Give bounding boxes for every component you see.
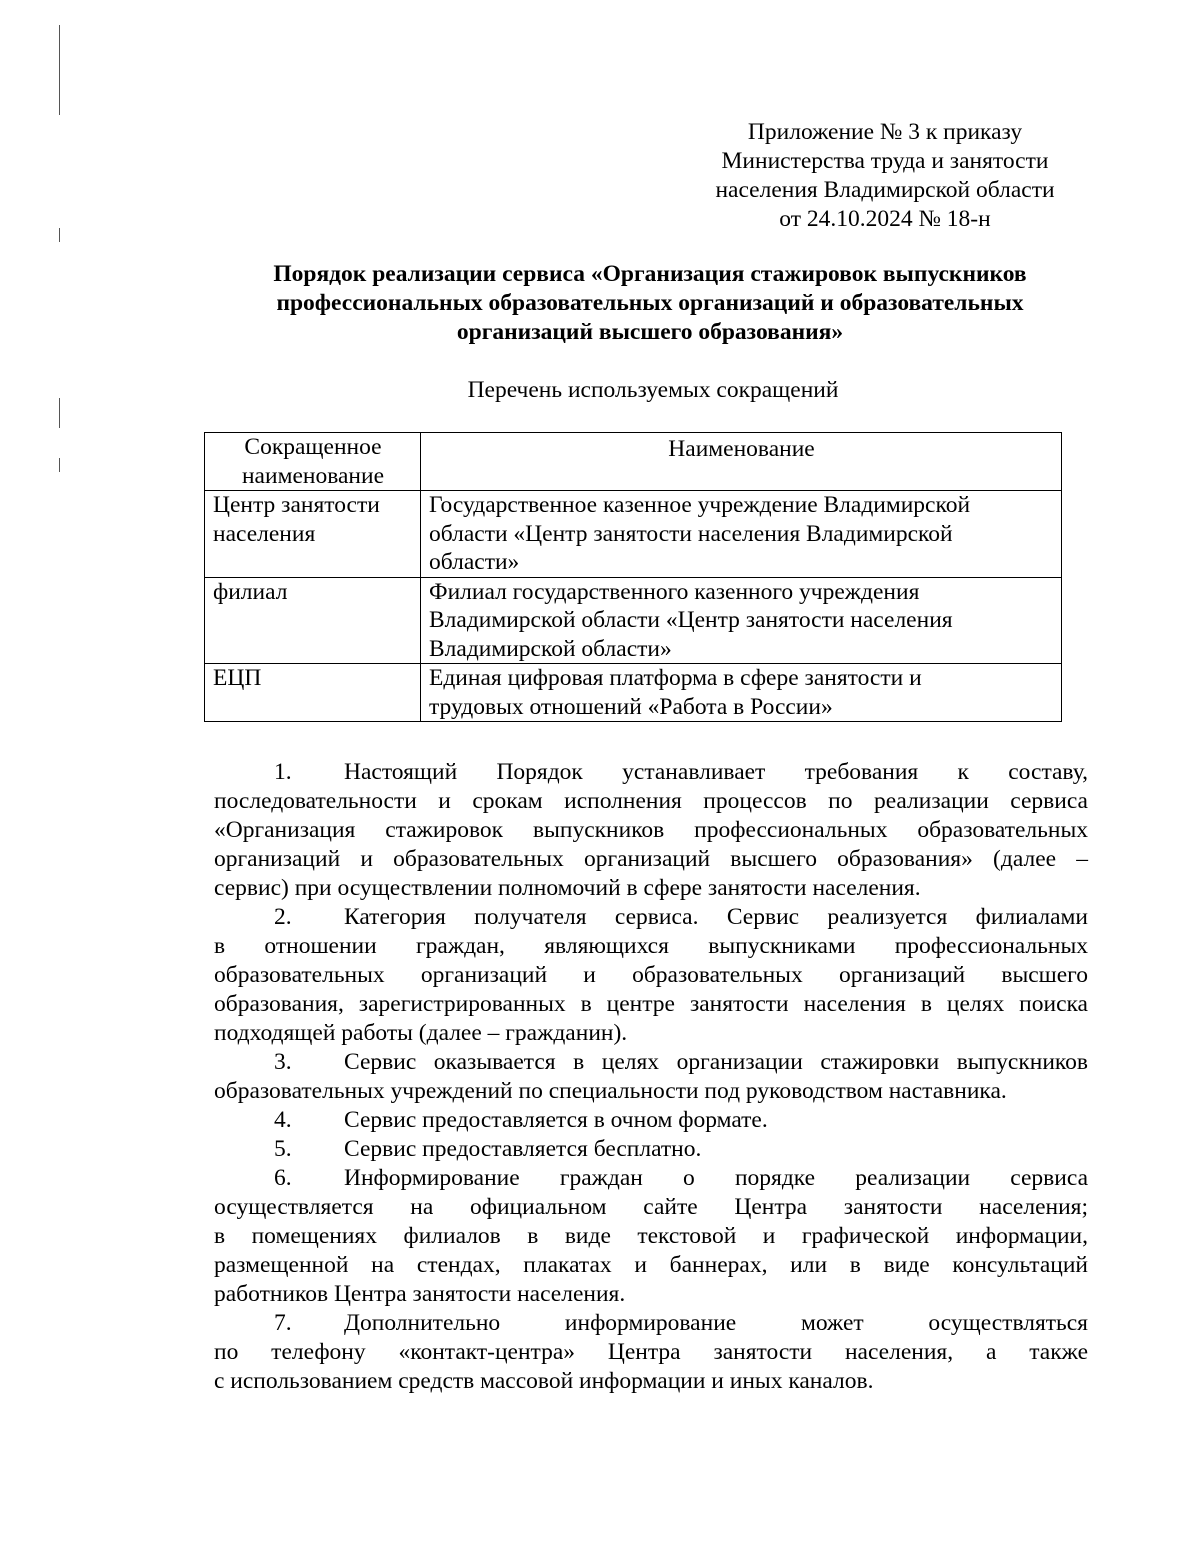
- paragraph-2: [214, 903, 1088, 1048]
- scan-margin-mark: [59, 398, 60, 428]
- paragraph-number: 2.: [274, 904, 292, 930]
- paragraph-line: последовательности и срокам исполнения процессов по реализации сервиса: [214, 788, 1088, 814]
- paragraph-line: по телефону «контакт-центра» Центра занятости населения, а также: [214, 1339, 1088, 1365]
- paragraph-text: Сервис оказывается в целях организации стажировки выпускников: [344, 1049, 1088, 1075]
- paragraph-line: [214, 1164, 1088, 1193]
- paragraph-line: сервис) при осуществлении полномочий в сфере занятости населения.: [214, 875, 921, 901]
- document-title: [180, 260, 1120, 347]
- cell-short: [205, 664, 421, 722]
- title-line: организаций высшего образования»: [456, 319, 844, 345]
- table-header-row: [205, 433, 1062, 491]
- paragraph-6: [214, 1164, 1088, 1309]
- header-text: Наименование: [668, 436, 815, 462]
- paragraph-line: [214, 1048, 1088, 1077]
- paragraph-1: [214, 758, 1088, 903]
- cell-short: [205, 491, 421, 578]
- paragraph-line: «Организация стажировок выпускников профессиональных образовательных: [214, 817, 1088, 843]
- title-line: Порядок реализации сервиса «Организация стажировок выпускников: [273, 261, 1027, 287]
- header-text: наименование: [241, 462, 384, 489]
- appendix-line: Приложение № 3 к приказу: [747, 119, 1023, 145]
- cell-text: области»: [429, 549, 520, 575]
- appendix-line: Министерства труда и занятости: [721, 148, 1049, 174]
- paragraph-line: осуществляется на официальном сайте Центра занятости населения;: [214, 1194, 1088, 1220]
- appendix-line: населения Владимирской области: [715, 177, 1055, 203]
- paragraph-3: [214, 1048, 1088, 1106]
- cell-short: [205, 577, 421, 664]
- paragraph-text: Настоящий Порядок устанавливает требования к составу,: [344, 759, 1088, 785]
- paragraph-number: 3.: [274, 1049, 292, 1075]
- cell-text: Единая цифровая платформа в сфере занятости и: [429, 665, 922, 691]
- table-row: [205, 664, 1062, 722]
- cell-text: области «Центр занятости населения Владимирской: [429, 520, 953, 547]
- paragraph-line: образовательных учреждений по специальности под руководством наставника.: [214, 1078, 1007, 1104]
- paragraph-line: с использованием средств массовой информации и иных каналов.: [214, 1368, 874, 1394]
- cell-text: ЕЦП: [213, 665, 262, 691]
- cell-text: Филиал государственного казенного учреждения: [429, 578, 920, 605]
- paragraph-line: [214, 1309, 1088, 1338]
- paragraph-text: Категория получателя сервиса. Сервис реализуется филиалами: [344, 904, 1088, 930]
- header-full-name: [421, 433, 1062, 491]
- cell-text: Владимирской области»: [429, 635, 672, 662]
- paragraph-number: 6.: [274, 1165, 292, 1191]
- paragraph-line: [214, 758, 1088, 787]
- cell-text: населения: [213, 520, 316, 547]
- table-row: [205, 491, 1062, 578]
- cell-text: Центр занятости: [213, 492, 380, 518]
- cell-full: [421, 491, 1062, 578]
- document-body: [214, 758, 1088, 1396]
- paragraph-4: [214, 1106, 1088, 1135]
- paragraph-line: организаций и образовательных организаций высшего образования» (далее –: [214, 846, 1088, 872]
- abbreviations-heading: Перечень используемых сокращений: [467, 377, 839, 403]
- paragraph-text: Сервис предоставляется в очном формате.: [344, 1107, 768, 1133]
- appendix-reference: [680, 118, 1090, 234]
- cell-text: филиал: [213, 578, 288, 605]
- paragraph-line: в отношении граждан, являющихся выпускниками профессиональных: [214, 933, 1088, 959]
- paragraph-text: Информирование граждан о порядке реализации сервиса: [344, 1165, 1088, 1191]
- cell-text: Государственное казенное учреждение Владимирской: [429, 492, 971, 518]
- paragraph-5: [214, 1135, 1088, 1164]
- cell-text: трудовых отношений «Работа в России»: [429, 693, 833, 720]
- paragraph-line: образовательных организаций и образовательных организаций высшего: [214, 962, 1088, 988]
- paragraph-number: 5.: [274, 1136, 292, 1162]
- paragraph-number: 1.: [274, 759, 292, 785]
- paragraph-line: [214, 903, 1088, 932]
- paragraph-line: работников Центра занятости населения.: [214, 1281, 626, 1307]
- cell-full: [421, 577, 1062, 664]
- paragraph-line: в помещениях филиалов в виде текстовой и графической информации,: [214, 1223, 1088, 1249]
- scan-margin-mark: [59, 228, 60, 242]
- table-row: [205, 577, 1062, 664]
- paragraph-line: [214, 1135, 1088, 1164]
- abbreviations-table: [204, 432, 1062, 722]
- title-line: профессиональных образовательных организаций и образовательных: [276, 290, 1024, 316]
- paragraph-number: 7.: [274, 1310, 292, 1336]
- paragraph-number: 4.: [274, 1107, 292, 1133]
- header-short-name: [205, 433, 421, 491]
- paragraph-line: размещенной на стендах, плакатах и баннерах, или в виде консультаций: [214, 1252, 1088, 1278]
- paragraph-line: [214, 1106, 1088, 1135]
- scan-margin-mark: [59, 458, 60, 472]
- paragraph-line: подходящей работы (далее – гражданин).: [214, 1020, 628, 1046]
- paragraph-text: Дополнительно информирование может осуществляться: [344, 1310, 1088, 1336]
- scan-margin-mark: [59, 25, 60, 115]
- header-text: Сокращенное: [244, 434, 382, 460]
- appendix-line: от 24.10.2024 № 18-н: [779, 206, 991, 232]
- paragraph-text: Сервис предоставляется бесплатно.: [344, 1136, 702, 1162]
- cell-text: Владимирской области «Центр занятости населения: [429, 607, 953, 633]
- cell-full: [421, 664, 1062, 722]
- paragraph-7: [214, 1309, 1088, 1396]
- paragraph-line: образования, зарегистрированных в центре занятости населения в целях поиска: [214, 991, 1088, 1017]
